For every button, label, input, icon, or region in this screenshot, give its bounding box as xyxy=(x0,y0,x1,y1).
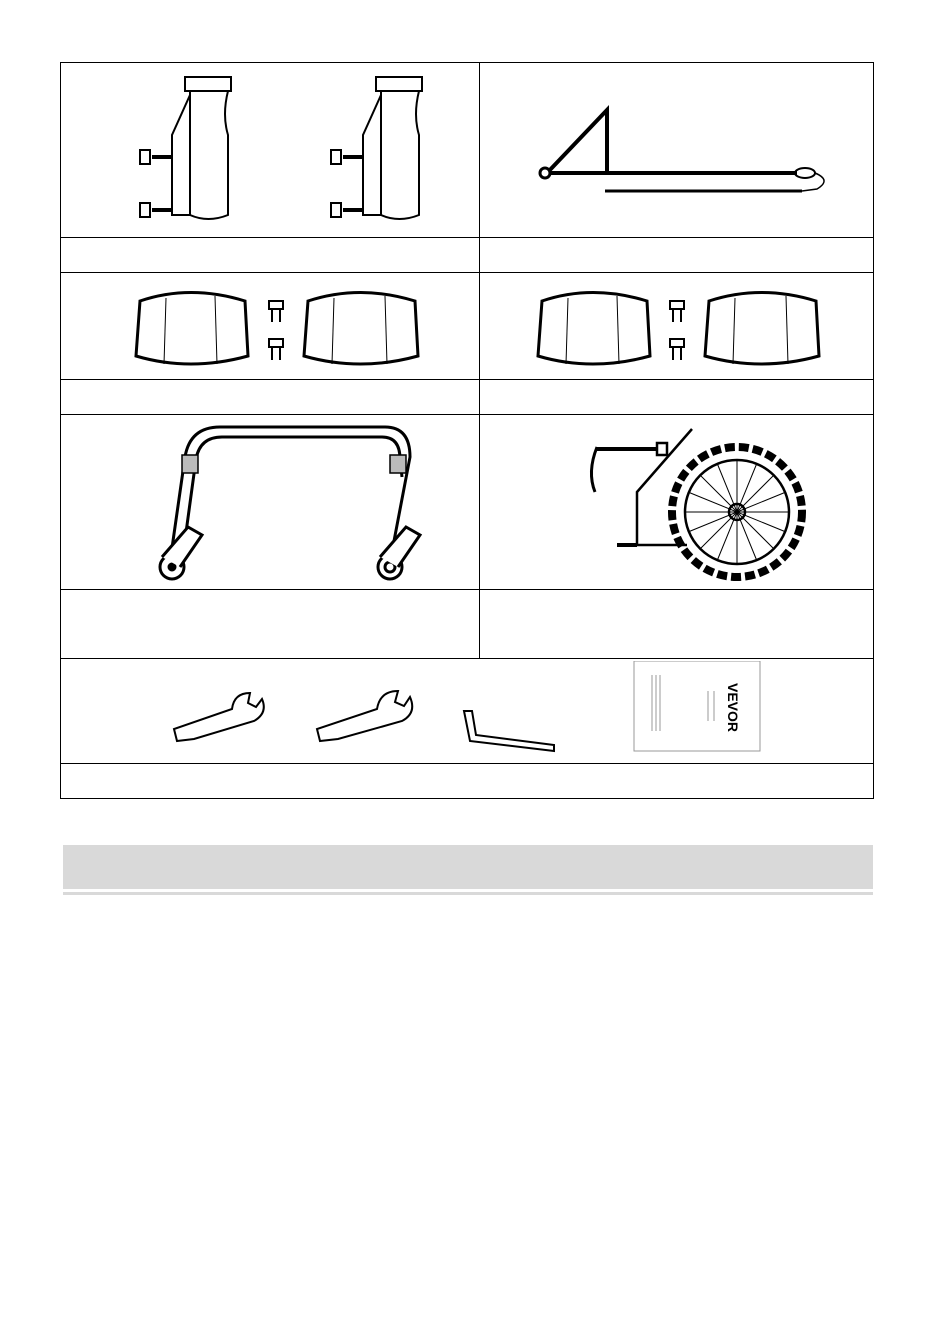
part-image-foam-pads-left xyxy=(61,273,480,380)
part-image-foam-pads-right xyxy=(480,273,874,380)
part-label-safety-pin xyxy=(480,238,874,273)
section-divider xyxy=(63,892,873,895)
part-image-safety-flag-pole xyxy=(480,63,874,238)
hitch-bracket-illustration xyxy=(70,65,470,235)
part-image-tools-and-manual xyxy=(61,659,874,764)
part-label-foam-pads-left xyxy=(61,380,480,415)
wrench-icon xyxy=(317,691,412,741)
part-image-handlebar xyxy=(61,415,480,590)
safety-pin-illustration xyxy=(487,65,867,235)
foam-pad-illustration xyxy=(70,276,470,376)
parts-list-table xyxy=(60,62,874,799)
part-label-hitch-brackets xyxy=(61,238,480,273)
part-image-hitch-brackets xyxy=(61,63,480,238)
part-label-wheel-assembly xyxy=(480,590,874,659)
wheel-illustration xyxy=(487,417,867,587)
section-header-bar xyxy=(63,845,873,889)
handlebar-illustration xyxy=(70,417,470,587)
part-label-foam-pads-right xyxy=(480,380,874,415)
manual-brand: VEVOR xyxy=(725,683,741,733)
tools-illustration xyxy=(62,661,872,761)
part-label-handlebar xyxy=(61,590,480,659)
foam-pad-illustration xyxy=(487,276,867,376)
hex-key-icon xyxy=(464,711,554,751)
wrench-icon xyxy=(174,693,264,741)
part-image-wheel-assembly xyxy=(480,415,874,590)
part-label-tools-and-manual xyxy=(61,764,874,799)
